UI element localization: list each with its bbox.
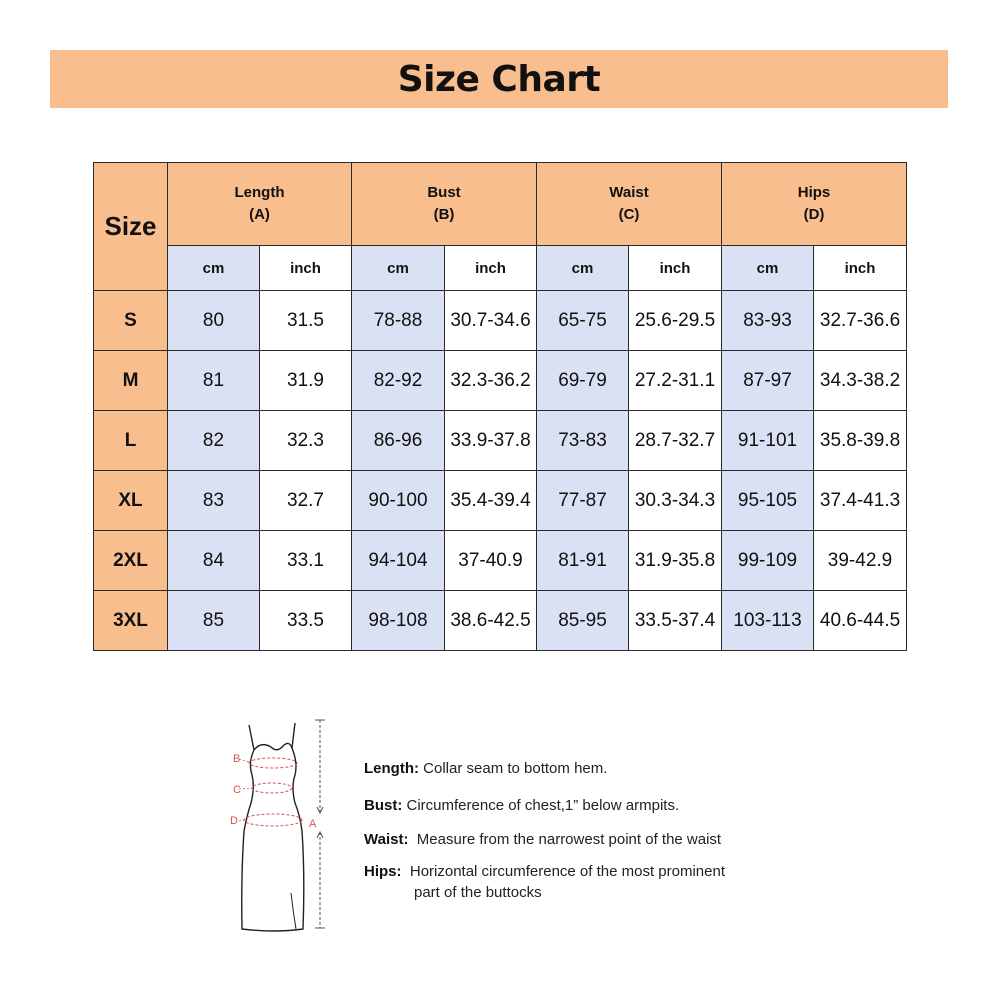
size-cell: S	[94, 291, 168, 351]
table-cell: 37.4-41.3	[814, 471, 907, 531]
hips-header-name: Hips	[797, 184, 831, 201]
table-cell: 31.9	[260, 351, 352, 411]
label-d: D	[230, 815, 238, 827]
waist-header	[537, 163, 722, 246]
length-header-code: (A)	[249, 206, 270, 223]
table-cell: 35.4-39.4	[445, 471, 537, 531]
table-row	[94, 351, 907, 411]
hips-header-code: (D)	[803, 206, 825, 223]
legend-bust	[364, 797, 679, 814]
size-cell: L	[94, 411, 168, 471]
table-cell: 81-91	[537, 531, 629, 591]
legend-hips	[364, 863, 725, 901]
legend-bust-desc: Circumference of chest,1” below armpits.	[406, 797, 680, 814]
size-header: Size	[94, 163, 168, 291]
table-cell: 33.1	[260, 531, 352, 591]
table-cell: 90-100	[352, 471, 445, 531]
table-cell: 33.5-37.4	[629, 591, 722, 651]
table-cell: 37-40.9	[445, 531, 537, 591]
table-cell: 73-83	[537, 411, 629, 471]
table-cell: 77-87	[537, 471, 629, 531]
size-table	[93, 162, 907, 651]
hips-header	[722, 163, 907, 246]
table-cell: 98-108	[352, 591, 445, 651]
dress-measurement-diagram-icon	[225, 715, 335, 940]
table-cell: 38.6-42.5	[445, 591, 537, 651]
page-title: Size Chart	[397, 58, 601, 100]
table-cell: 31.5	[260, 291, 352, 351]
unit-header-inch: inch	[629, 246, 722, 291]
label-c: C	[233, 784, 241, 796]
bust-header-code: (B)	[433, 206, 455, 223]
unit-header-cm: cm	[537, 246, 629, 291]
table-cell: 65-75	[537, 291, 629, 351]
unit-header-cm: cm	[168, 246, 260, 291]
table-cell: 95-105	[722, 471, 814, 531]
table-cell: 32.7-36.6	[814, 291, 907, 351]
legend-length	[364, 760, 607, 777]
unit-header-cm: cm	[722, 246, 814, 291]
bust-header	[352, 163, 537, 246]
table-cell: 85	[168, 591, 260, 651]
length-header	[168, 163, 352, 246]
table-cell: 32.3-36.2	[445, 351, 537, 411]
table-cell: 85-95	[537, 591, 629, 651]
table-cell: 32.7	[260, 471, 352, 531]
size-cell: M	[94, 351, 168, 411]
legend-waist-sep: :	[403, 831, 409, 848]
table-cell: 30.3-34.3	[629, 471, 722, 531]
table-cell: 40.6-44.5	[814, 591, 907, 651]
table-row	[94, 471, 907, 531]
waist-header-name: Waist	[609, 184, 649, 201]
table-cell: 83-93	[722, 291, 814, 351]
legend-hips-desc-cont: part of the buttocks	[414, 884, 542, 901]
table-cell: 83	[168, 471, 260, 531]
legend-hips-desc: Horizontal circumference of the most prominent	[409, 863, 725, 880]
size-cell: 2XL	[94, 531, 168, 591]
group-header-row	[94, 163, 907, 246]
table-cell: 78-88	[352, 291, 445, 351]
table-cell: 99-109	[722, 531, 814, 591]
table-cell: 33.9-37.8	[445, 411, 537, 471]
waist-header-code: (C)	[618, 206, 640, 223]
table-cell: 91-101	[722, 411, 814, 471]
label-b: B	[233, 753, 241, 765]
legend-length-term: Length	[364, 760, 414, 777]
table-cell: 94-104	[352, 531, 445, 591]
table-cell: 82-92	[352, 351, 445, 411]
legend-waist	[364, 831, 721, 848]
legend-length-desc: Collar seam to bottom hem.	[423, 760, 608, 777]
table-cell: 86-96	[352, 411, 445, 471]
table-row	[94, 591, 907, 651]
legend-bust-term: Bust	[364, 797, 398, 814]
title-banner	[50, 50, 948, 108]
unit-header-cm: cm	[352, 246, 445, 291]
table-cell: 81	[168, 351, 260, 411]
legend-hips-sep: :	[396, 863, 402, 880]
unit-header-inch: inch	[260, 246, 352, 291]
unit-header-inch: inch	[445, 246, 537, 291]
table-cell: 103-113	[722, 591, 814, 651]
table-cell: 69-79	[537, 351, 629, 411]
table-cell: 80	[168, 291, 260, 351]
bust-header-name: Bust	[427, 184, 461, 201]
unit-header-row	[94, 246, 907, 291]
legend-bust-sep: :	[397, 797, 403, 814]
legend-hips-term: Hips	[364, 863, 397, 880]
unit-header-inch: inch	[814, 246, 907, 291]
table-cell: 32.3	[260, 411, 352, 471]
length-header-name: Length	[234, 184, 285, 201]
table-cell: 34.3-38.2	[814, 351, 907, 411]
table-cell: 30.7-34.6	[445, 291, 537, 351]
table-cell: 82	[168, 411, 260, 471]
table-cell: 35.8-39.8	[814, 411, 907, 471]
legend-waist-term: Waist	[364, 831, 404, 848]
table-cell: 27.2-31.1	[629, 351, 722, 411]
table-row	[94, 531, 907, 591]
table-cell: 33.5	[260, 591, 352, 651]
size-cell: XL	[94, 471, 168, 531]
table-cell: 28.7-32.7	[629, 411, 722, 471]
table-cell: 39-42.9	[814, 531, 907, 591]
legend-length-sep: :	[414, 760, 419, 777]
table-cell: 25.6-29.5	[629, 291, 722, 351]
size-cell: 3XL	[94, 591, 168, 651]
table-row	[94, 291, 907, 351]
table-row	[94, 411, 907, 471]
table-cell: 84	[168, 531, 260, 591]
table-cell: 31.9-35.8	[629, 531, 722, 591]
label-a: A	[309, 818, 317, 830]
table-cell: 87-97	[722, 351, 814, 411]
dress-diagram-svg	[225, 715, 335, 940]
legend-waist-desc: Measure from the narrowest point of the waist	[416, 831, 722, 848]
